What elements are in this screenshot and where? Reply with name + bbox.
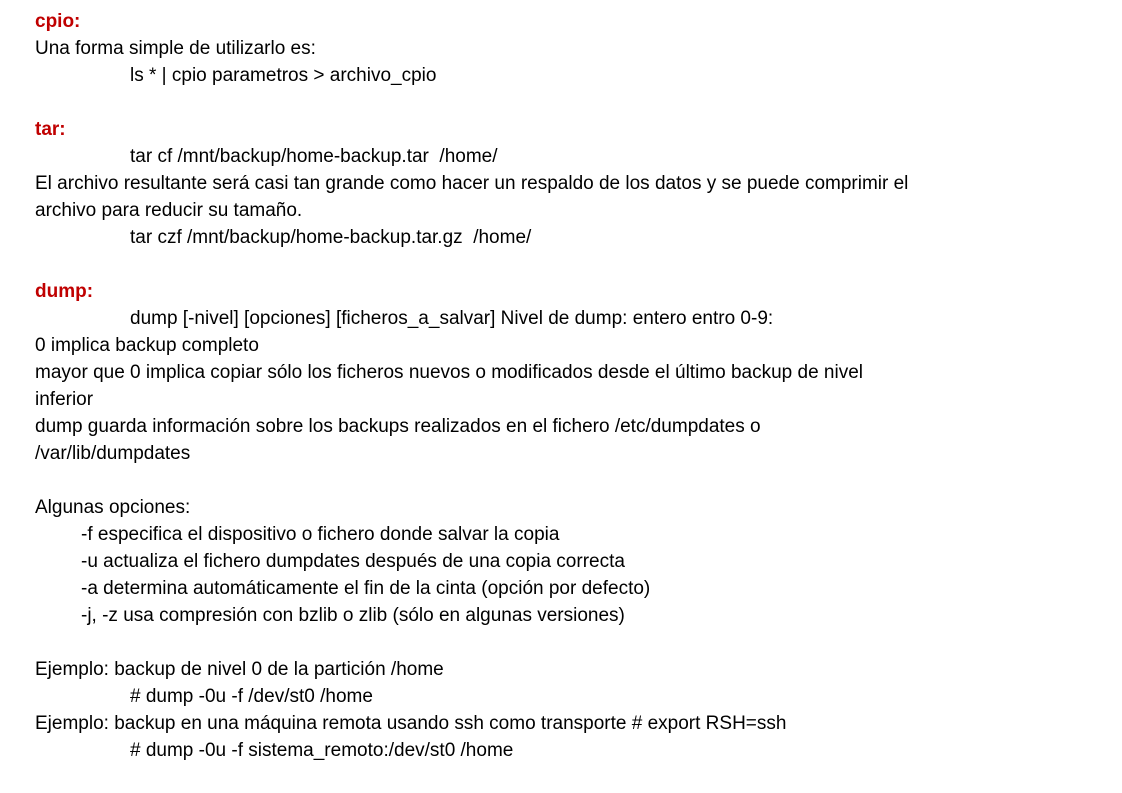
options-title: Algunas opciones: <box>35 497 191 518</box>
example-1-command: # dump -0u -f /dev/st0 /home <box>130 686 373 707</box>
dump-heading: dump: <box>35 281 94 302</box>
cpio-command: ls * | cpio parametros > archivo_cpio <box>130 65 437 86</box>
option-item: -a determina automáticamente el fin de la cinta (opción por defecto) <box>81 578 651 599</box>
spacer <box>35 629 1105 656</box>
slide-content <box>35 8 1105 764</box>
option-item: -u actualiza el fichero dumpdates después de una copia correcta <box>81 551 625 572</box>
option-item: -j, -z usa compresión con bzlib o zlib (sólo en algunas versiones) <box>81 605 625 626</box>
tar-paragraph-line-1: El archivo resultante será casi tan grande como hacer un respaldo de los datos y se puede comprimir el <box>35 173 909 194</box>
example-1-title: Ejemplo: backup de nivel 0 de la partición /home <box>35 659 444 680</box>
dump-dumpdates-line-1: dump guarda información sobre los backups realizados en el fichero /etc/dumpdates o <box>35 416 761 437</box>
dump-syntax: dump [-nivel] [opciones] [ficheros_a_salvar] Nivel de dump: entero entro 0-9: <box>130 308 774 329</box>
example-2-command: # dump -0u -f sistema_remoto:/dev/st0 /home <box>130 740 514 761</box>
dump-level-gt0-line-1: mayor que 0 implica copiar sólo los ficheros nuevos o modificados desde el último backup de nivel <box>35 362 863 383</box>
option-item: -f especifica el dispositivo o fichero donde salvar la copia <box>81 524 560 545</box>
example-2-title: Ejemplo: backup en una máquina remota usando ssh como transporte # export RSH=ssh <box>35 713 787 734</box>
dump-level-gt0-line-2: inferior <box>35 389 94 410</box>
cpio-heading: cpio: <box>35 11 81 32</box>
spacer <box>35 251 1105 278</box>
spacer <box>35 89 1105 116</box>
tar-heading: tar: <box>35 119 66 140</box>
tar-paragraph-line-2: archivo para reducir su tamaño. <box>35 200 303 221</box>
dump-dumpdates-line-2: /var/lib/dumpdates <box>35 443 191 464</box>
tar-command-1: tar cf /mnt/backup/home-backup.tar /home/ <box>130 146 498 167</box>
tar-command-2: tar czf /mnt/backup/home-backup.tar.gz /home/ <box>130 227 532 248</box>
dump-level-0: 0 implica backup completo <box>35 335 259 356</box>
cpio-intro: Una forma simple de utilizarlo es: <box>35 38 316 59</box>
spacer <box>35 467 1105 494</box>
